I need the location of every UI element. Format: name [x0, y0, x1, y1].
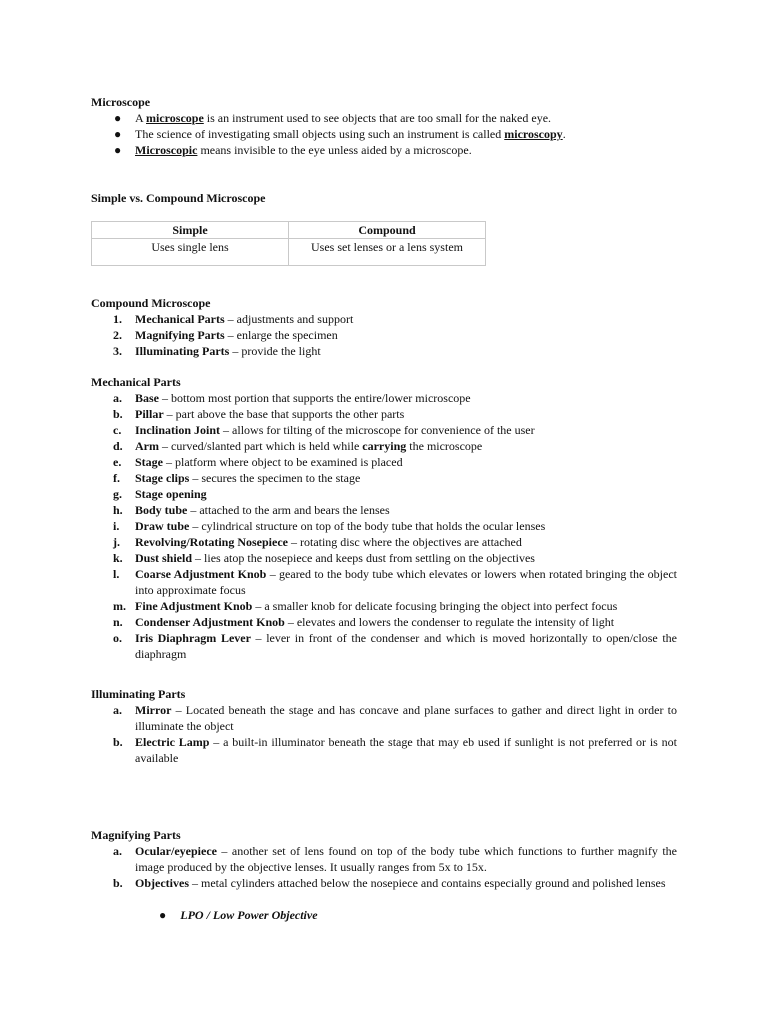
list-item	[113, 566, 677, 598]
list-item	[113, 110, 566, 126]
item-description: – provide the light	[229, 344, 321, 358]
item-term: Fine Adjustment Knob	[135, 599, 253, 613]
item-letter: o.	[113, 631, 122, 645]
item-description: – allows for tilting of the microscope for convenience of the user	[220, 423, 535, 437]
table-header-row	[92, 222, 486, 239]
heading-compound-microscope: Compound Microscope	[91, 296, 211, 310]
item-term: Coarse Adjustment Knob	[135, 567, 267, 581]
item-term: Magnifying Parts	[135, 328, 225, 342]
bullet-icon: ●	[114, 127, 122, 141]
list-item	[113, 486, 677, 502]
bullet-icon: ●	[114, 111, 122, 125]
item-letter: a.	[113, 703, 122, 717]
table-row	[92, 239, 486, 266]
item-description: – a built-in illuminator beneath the stage that may eb used if sunlight is not preferred or is not available	[135, 735, 677, 765]
item-term: Stage opening	[135, 487, 207, 501]
list-item	[113, 702, 677, 734]
microscope-bullet-list	[113, 110, 566, 158]
list-item	[113, 534, 677, 550]
list-item	[113, 406, 677, 422]
item-term: Stage	[135, 455, 163, 469]
item-letter: d.	[113, 439, 123, 453]
list-item	[113, 454, 677, 470]
comparison-table	[91, 221, 486, 266]
heading-mechanical-parts: Mechanical Parts	[91, 375, 181, 389]
list-item	[113, 550, 677, 566]
item-term: Inclination Joint	[135, 423, 221, 437]
item-letter: b.	[113, 407, 123, 421]
item-term: Electric Lamp	[135, 735, 210, 749]
bullet-text: .	[562, 127, 566, 141]
item-number: 1.	[113, 312, 122, 326]
list-item	[113, 734, 677, 766]
item-letter: c.	[113, 423, 122, 437]
item-letter: b.	[113, 876, 123, 890]
item-description: – attached to the arm and bears the lenses	[187, 503, 390, 517]
item-emphasis: carrying	[362, 439, 407, 453]
heading-magnifying-parts: Magnifying Parts	[91, 828, 181, 842]
list-item	[113, 843, 677, 875]
item-description: – geared to the body tube which elevates or lowers when rotated bringing the object into approximate focus	[135, 567, 677, 597]
item-description: – enlarge the specimen	[224, 328, 338, 342]
sub-bullet-text: LPO / Low Power Objective	[180, 908, 318, 922]
item-number: 2.	[113, 328, 122, 342]
illuminating-parts-list	[113, 702, 677, 766]
item-description: – another set of lens found on top of the body tube which functions to further magnify the image produced by the objective lenses. It usually ranges from 5x to 15x.	[135, 844, 677, 874]
item-term: Dust shield	[135, 551, 193, 565]
list-item	[113, 502, 677, 518]
table-cell: Uses set lenses or a lens system	[289, 239, 486, 266]
list-item	[113, 598, 677, 614]
item-letter: g.	[113, 487, 122, 501]
bullet-icon: ●	[159, 908, 167, 922]
list-item	[113, 327, 353, 343]
item-description: – bottom most portion that supports the entire/lower microscope	[159, 391, 471, 405]
table-header-cell: Simple	[92, 222, 289, 239]
item-term: Iris Diaphragm Lever	[135, 631, 251, 645]
table-cell: Uses single lens	[92, 239, 289, 266]
item-term: Pillar	[135, 407, 164, 421]
item-description: – curved/slanted part which is held while	[159, 439, 363, 453]
item-term: Mechanical Parts	[135, 312, 225, 326]
item-term: Mirror	[135, 703, 172, 717]
item-term: Revolving/Rotating Nosepiece	[135, 535, 288, 549]
item-letter: i.	[113, 519, 120, 533]
item-letter: m.	[113, 599, 126, 613]
item-letter: l.	[113, 567, 120, 581]
list-item	[113, 470, 677, 486]
bullet-text: is an instrument used to see objects that are too small for the naked eye.	[203, 111, 552, 125]
bullet-icon: ●	[114, 143, 122, 157]
item-term: Objectives	[135, 876, 189, 890]
compound-parts-list	[113, 311, 353, 359]
list-item	[113, 142, 566, 158]
item-description: – adjustments and support	[224, 312, 354, 326]
item-description: – a smaller knob for delicate focusing bringing the object into perfect focus	[252, 599, 618, 613]
item-letter: j.	[113, 535, 120, 549]
bullet-text: The science of investigating small objects using such an instrument is called	[135, 127, 505, 141]
list-item	[113, 126, 566, 142]
table-header-cell: Compound	[289, 222, 486, 239]
item-term: Body tube	[135, 503, 188, 517]
term-microscope: microscope	[146, 111, 204, 125]
item-term: Illuminating Parts	[135, 344, 230, 358]
list-item	[113, 518, 677, 534]
heading-microscope: Microscope	[91, 95, 151, 109]
item-letter: a.	[113, 844, 122, 858]
list-item	[113, 614, 677, 630]
item-description: – cylindrical structure on top of the body tube that holds the ocular lenses	[189, 519, 546, 533]
item-number: 3.	[113, 344, 122, 358]
list-item	[113, 390, 677, 406]
item-term: Draw tube	[135, 519, 190, 533]
term-microscopy: microscopy	[504, 127, 563, 141]
item-description: – lever in front of the condenser and which is moved horizontally to open/close the diaphragm	[135, 631, 677, 661]
list-item	[113, 311, 353, 327]
item-letter: k.	[113, 551, 123, 565]
item-term: Condenser Adjustment Knob	[135, 615, 285, 629]
list-item	[113, 438, 677, 454]
heading-illuminating-parts: Illuminating Parts	[91, 687, 186, 701]
item-description: – Located beneath the stage and has concave and plane surfaces to gather and direct light in order to illuminate the object	[135, 703, 677, 733]
item-description: – platform where object to be examined is placed	[163, 455, 403, 469]
item-term: Stage clips	[135, 471, 190, 485]
heading-simple-vs-compound: Simple vs. Compound Microscope	[91, 191, 266, 205]
item-letter: f.	[113, 471, 120, 485]
mechanical-parts-list	[113, 390, 677, 662]
item-letter: h.	[113, 503, 123, 517]
item-description: – elevates and lowers the condenser to regulate the intensity of light	[284, 615, 615, 629]
item-letter: a.	[113, 391, 122, 405]
item-letter: e.	[113, 455, 122, 469]
item-description: – part above the base that supports the other parts	[163, 407, 405, 421]
list-item	[113, 422, 677, 438]
item-description: the microscope	[406, 439, 483, 453]
item-letter: n.	[113, 615, 123, 629]
item-term: Ocular/eyepiece	[135, 844, 217, 858]
item-letter: b.	[113, 735, 123, 749]
item-description: – metal cylinders attached below the nosepiece and contains especially ground and polished lenses	[188, 876, 666, 890]
item-description: – lies atop the nosepiece and keeps dust from settling on the objectives	[192, 551, 535, 565]
term-microscopic: Microscopic	[135, 143, 198, 157]
list-item	[113, 630, 677, 662]
item-description: – secures the specimen to the stage	[189, 471, 361, 485]
item-term: Base	[135, 391, 159, 405]
list-item	[113, 343, 353, 359]
magnifying-parts-list	[113, 843, 677, 891]
sub-bullet-lpo	[159, 907, 318, 923]
item-description: – rotating disc where the objectives are attached	[287, 535, 522, 549]
list-item	[113, 875, 677, 891]
bullet-text: A	[135, 111, 147, 125]
item-term: Arm	[135, 439, 159, 453]
bullet-text: means invisible to the eye unless aided by a microscope.	[197, 143, 472, 157]
